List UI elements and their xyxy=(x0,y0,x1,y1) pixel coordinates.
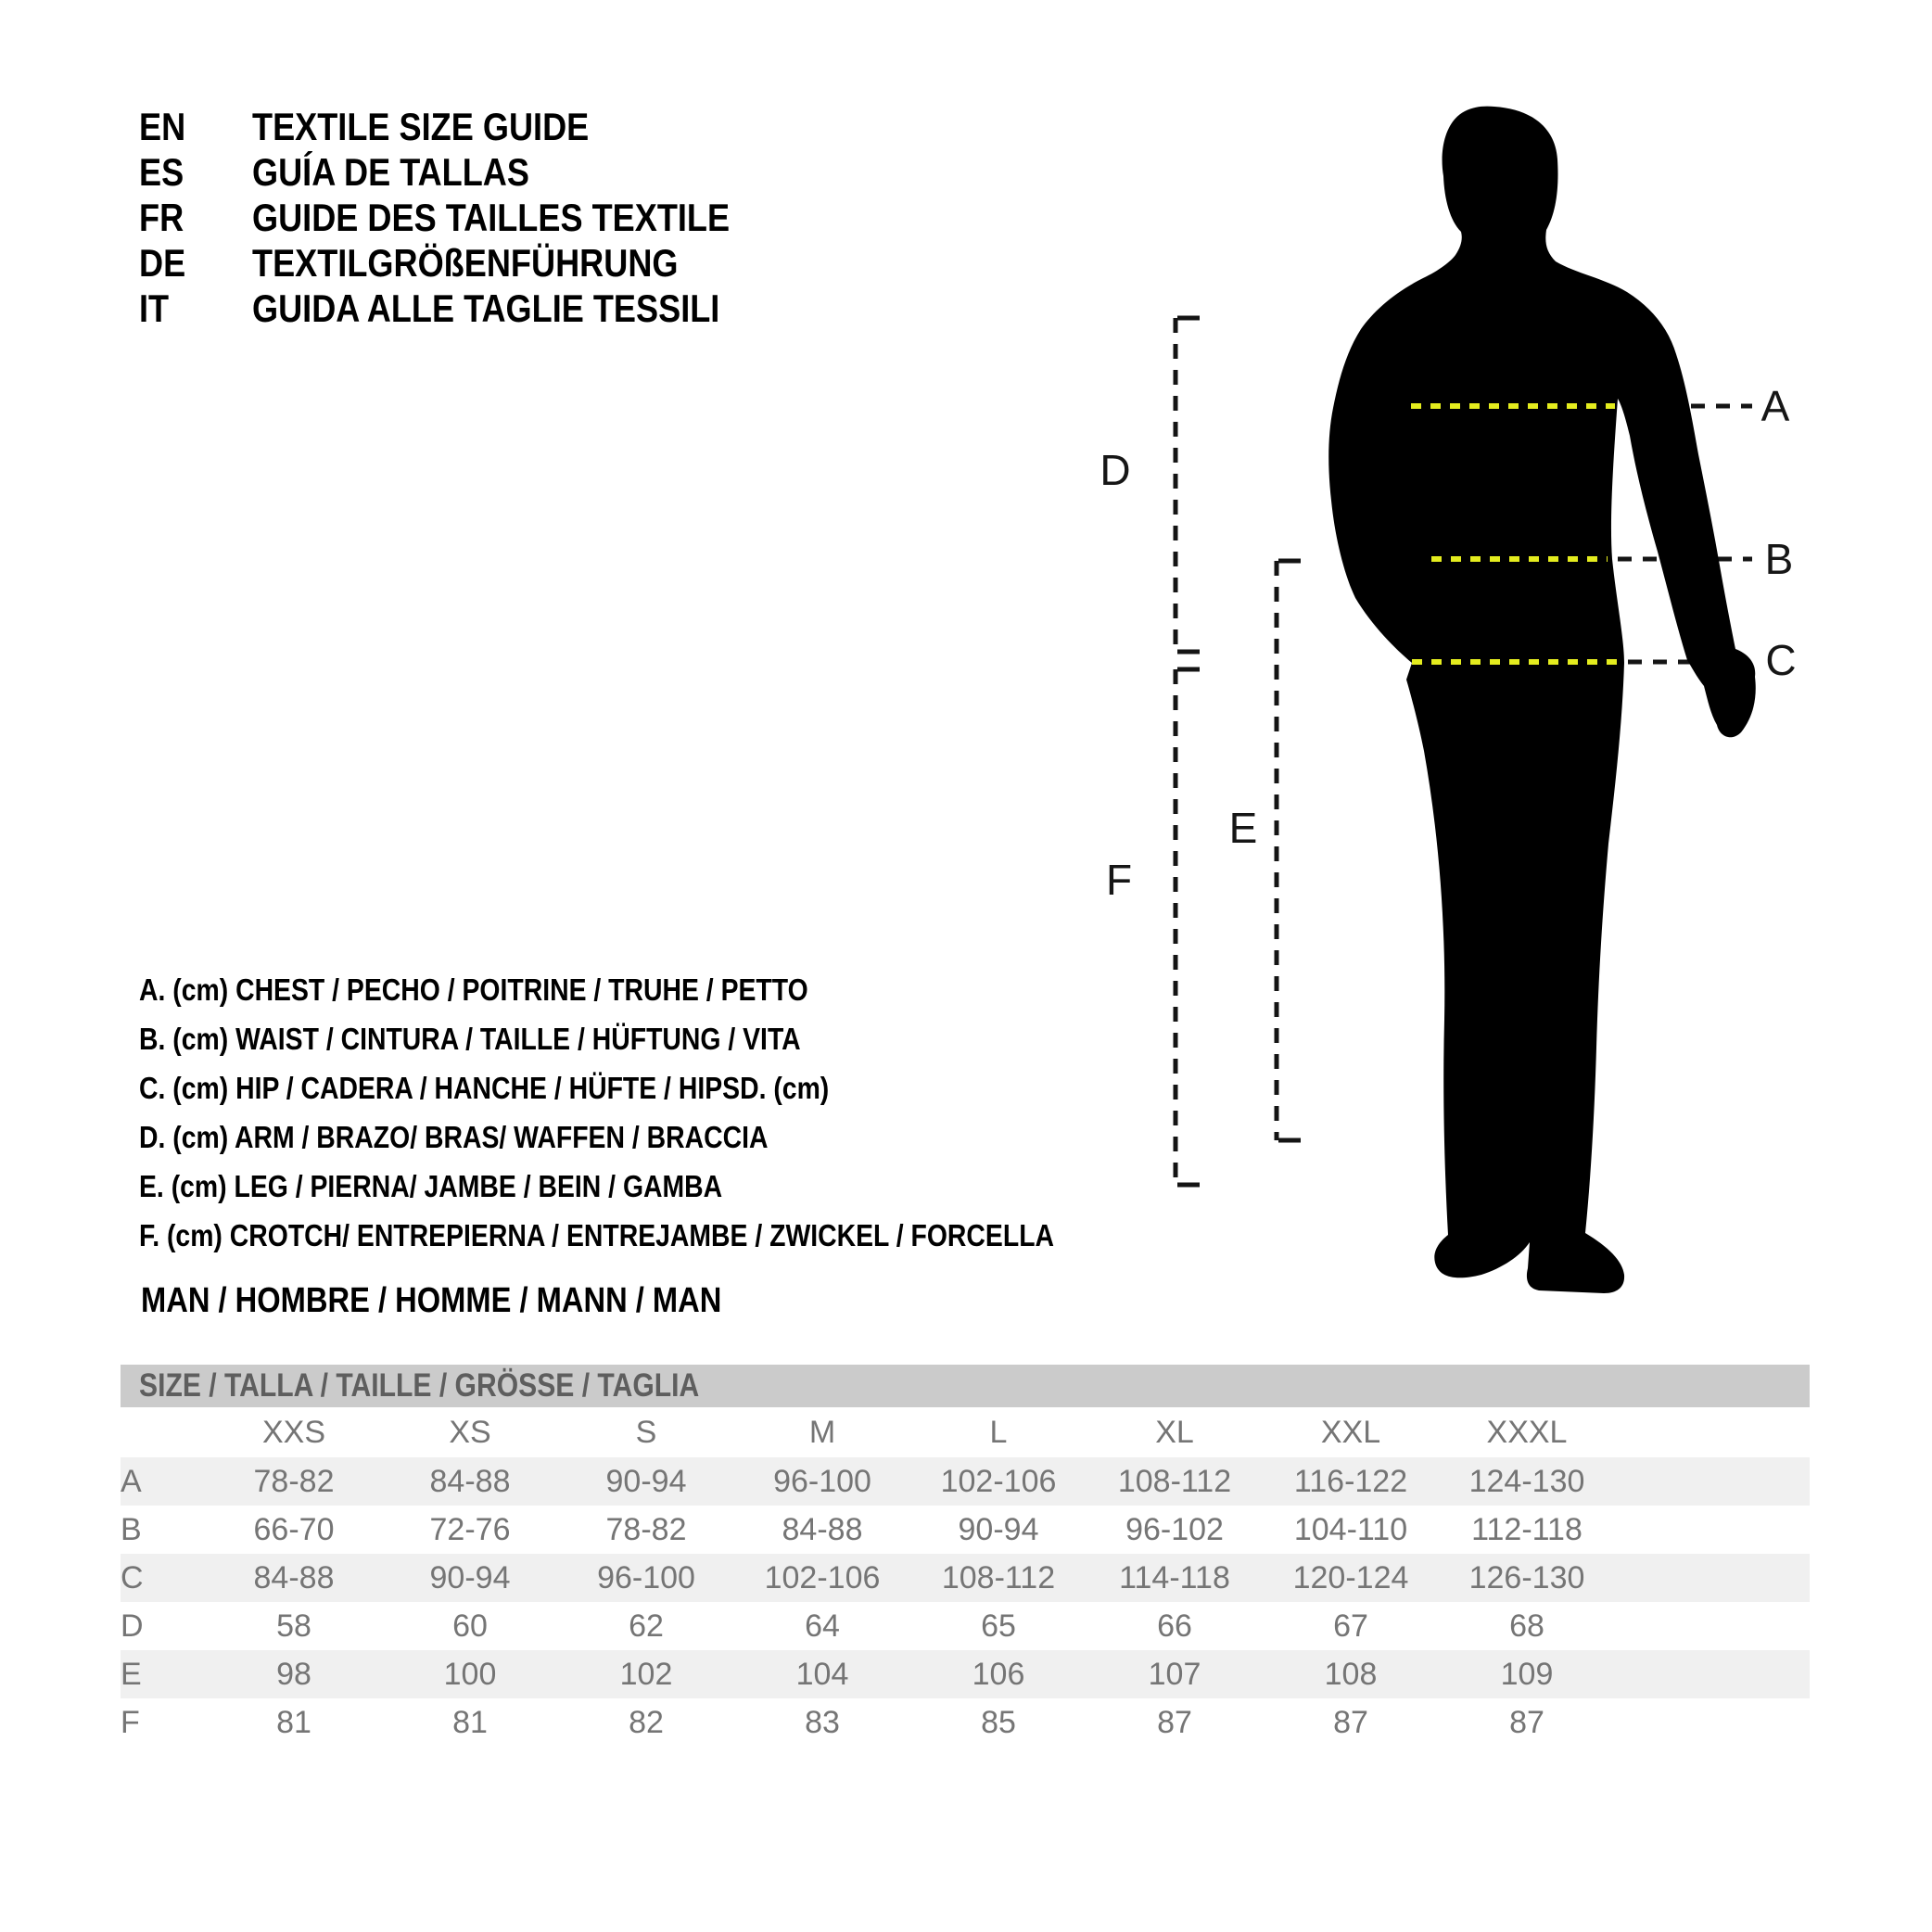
legend-item-hip: C. (cm) HIP / CADERA / HANCHE / HÜFTE / HIPSD. (cm) xyxy=(139,1070,830,1105)
category-man-label: MAN / HOMBRE / HOMME / MANN / MAN xyxy=(141,1280,722,1320)
page-title: TEXTILE SIZE GUIDE xyxy=(252,104,590,148)
cell: 116-122 xyxy=(1293,1463,1408,1499)
size-table-title: SIZE / TALLA / TAILLE / GRÖSSE / TAGLIA xyxy=(121,1365,1810,1407)
table-row-chest xyxy=(121,1457,1810,1506)
cell: 112-118 xyxy=(1471,1511,1582,1547)
language-code: ES xyxy=(139,149,184,194)
cell: 98 xyxy=(276,1656,311,1692)
table-row-arm xyxy=(121,1602,1810,1650)
cell: 66-70 xyxy=(253,1511,335,1547)
cell: 83 xyxy=(805,1704,840,1740)
cell: 81 xyxy=(276,1704,311,1740)
cell: 102-106 xyxy=(764,1559,881,1595)
cell: 114-118 xyxy=(1119,1559,1230,1595)
cell: 100 xyxy=(443,1656,497,1692)
cell: 90-94 xyxy=(429,1559,511,1595)
chest-label: A xyxy=(1760,382,1790,430)
cell: 102-106 xyxy=(940,1463,1057,1499)
table-row-hip xyxy=(121,1554,1810,1602)
cell: 104 xyxy=(795,1656,849,1692)
cell: 58 xyxy=(276,1608,311,1644)
row-label: B xyxy=(121,1511,142,1547)
cell: 85 xyxy=(981,1704,1016,1740)
table-row-crotch xyxy=(121,1698,1810,1747)
cell: 96-100 xyxy=(773,1463,871,1499)
cell: 87 xyxy=(1509,1704,1544,1740)
cell: 96-100 xyxy=(597,1559,695,1595)
size-col-xxs: XXS xyxy=(261,1414,326,1450)
row-label: E xyxy=(121,1656,142,1692)
cell: 102 xyxy=(619,1656,673,1692)
cell: 82 xyxy=(629,1704,664,1740)
leg-label: E xyxy=(1228,804,1258,852)
cell: 78-82 xyxy=(605,1511,687,1547)
cell: 66 xyxy=(1157,1608,1192,1644)
cell: 64 xyxy=(805,1608,840,1644)
size-col-m: M xyxy=(808,1414,836,1450)
size-header-spacer xyxy=(121,1407,206,1457)
measurement-legend xyxy=(139,965,1203,1260)
size-col-filler xyxy=(1615,1407,1810,1457)
cell: 62 xyxy=(629,1608,664,1644)
cell: 81 xyxy=(452,1704,488,1740)
row-label: D xyxy=(121,1608,144,1644)
cell: 90-94 xyxy=(958,1511,1039,1547)
cell: 96-102 xyxy=(1125,1511,1224,1547)
cell: 87 xyxy=(1157,1704,1192,1740)
arm-label: D xyxy=(1099,446,1131,494)
cell: 106 xyxy=(972,1656,1025,1692)
cell: 108 xyxy=(1324,1656,1378,1692)
cell: 104-110 xyxy=(1293,1511,1408,1547)
crotch-label: F xyxy=(1105,856,1133,904)
table-row-leg xyxy=(121,1650,1810,1698)
cell: 60 xyxy=(452,1608,488,1644)
cell: 78-82 xyxy=(253,1463,335,1499)
cell: 126-130 xyxy=(1468,1559,1585,1595)
cell: 90-94 xyxy=(605,1463,687,1499)
language-code: FR xyxy=(139,195,184,239)
cell-filler xyxy=(1615,1602,1810,1650)
cell: 84-88 xyxy=(429,1463,511,1499)
cell: 87 xyxy=(1333,1704,1368,1740)
page-title-de: TEXTILGRÖßENFÜHRUNG xyxy=(252,240,679,285)
cell: 72-76 xyxy=(429,1511,511,1547)
cell-filler xyxy=(1615,1554,1810,1602)
page-title-fr: GUIDE DES TAILLES TEXTILE xyxy=(252,195,731,239)
cell: 120-124 xyxy=(1292,1559,1409,1595)
size-table-section xyxy=(121,1365,1810,1747)
hip-label: C xyxy=(1765,636,1797,684)
cell: 67 xyxy=(1333,1608,1368,1644)
size-col-l: L xyxy=(989,1414,1008,1450)
page-title-it: GUIDA ALLE TAGLIE TESSILI xyxy=(252,286,720,330)
legend-item-leg: E. (cm) LEG / PIERNA/ JAMBE / BEIN / GAMBA xyxy=(139,1168,723,1203)
cell: 109 xyxy=(1500,1656,1554,1692)
cell: 84-88 xyxy=(782,1511,863,1547)
size-col-xl: XL xyxy=(1155,1414,1194,1450)
cell-filler xyxy=(1615,1650,1810,1698)
page-title-es: GUÍA DE TALLAS xyxy=(252,149,529,194)
size-table xyxy=(121,1407,1810,1747)
row-label: F xyxy=(121,1704,140,1740)
cell: 108-112 xyxy=(941,1559,1056,1595)
size-header-row xyxy=(121,1407,1810,1457)
language-code: IT xyxy=(139,286,170,330)
language-code: EN xyxy=(139,104,186,148)
cell: 65 xyxy=(981,1608,1016,1644)
row-label: C xyxy=(121,1559,144,1595)
size-col-xxxl: XXXL xyxy=(1486,1414,1568,1450)
waist-label: B xyxy=(1764,535,1794,583)
cell-filler xyxy=(1615,1698,1810,1747)
cell: 107 xyxy=(1148,1656,1201,1692)
row-label: A xyxy=(121,1463,142,1499)
cell: 84-88 xyxy=(253,1559,335,1595)
legend-item-arm: D. (cm) ARM / BRAZO/ BRAS/ WAFFEN / BRACCIA xyxy=(139,1119,769,1154)
legend-item-waist: B. (cm) WAIST / CINTURA / TAILLE / HÜFTUNG / VITA xyxy=(139,1021,801,1056)
man-silhouette xyxy=(1328,107,1756,1293)
size-col-xxl: XXL xyxy=(1320,1414,1381,1450)
cell: 124-130 xyxy=(1468,1463,1585,1499)
language-code: DE xyxy=(139,240,186,285)
cell: 108-112 xyxy=(1117,1463,1232,1499)
size-col-s: S xyxy=(635,1414,657,1450)
legend-item-crotch: F. (cm) CROTCH/ ENTREPIERNA / ENTREJAMBE / ZWICKEL / FORCELLA xyxy=(139,1217,1055,1252)
size-col-xs: XS xyxy=(449,1414,491,1450)
cell-filler xyxy=(1615,1506,1810,1554)
cell: 68 xyxy=(1509,1608,1544,1644)
cell-filler xyxy=(1615,1457,1810,1506)
legend-item-chest: A. (cm) CHEST / PECHO / POITRINE / TRUHE / PETTO xyxy=(139,972,808,1007)
table-row-waist xyxy=(121,1506,1810,1554)
